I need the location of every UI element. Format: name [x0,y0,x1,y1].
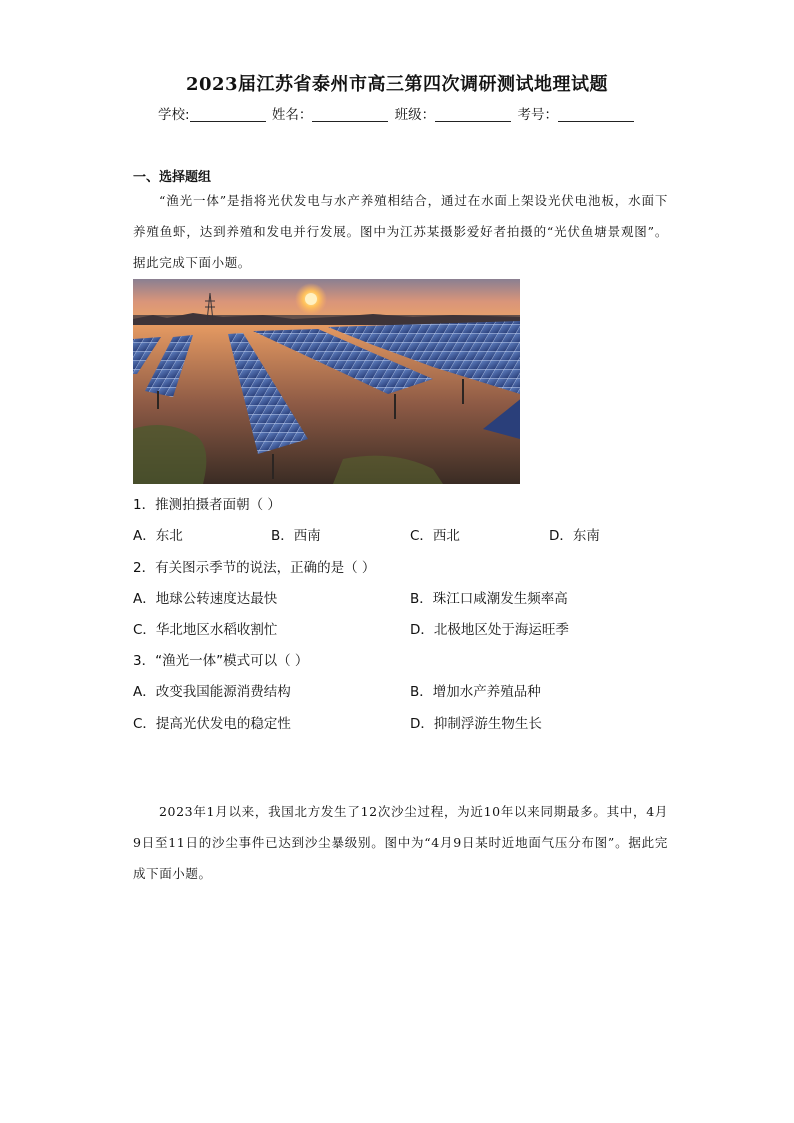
q3-option-a[interactable]: A．改变我国能源消费结构 [133,684,291,700]
q2-option-b[interactable]: B．珠江口咸潮发生频率高 [410,591,568,607]
q1-option-d[interactable]: D．东南 [549,528,600,544]
q3-option-c[interactable]: C．提高光伏发电的稳定性 [133,716,291,732]
solar-fish-pond-photo [133,279,520,484]
q2-option-c[interactable]: C．华北地区水稻收割忙 [133,622,278,638]
school-label: 学校: [158,107,190,123]
solar-pond-illustration [133,279,520,484]
id-label: 考号： [517,107,558,123]
passage-1: “渔光一体”是指将光伏发电与水产养殖相结合，通过在水面上架设光伏电池板，水面下养殖鱼虾，达到养殖和发电并行发展。图中为江苏某摄影爱好者拍摄的“光伏鱼塘景观图”。据此完成下面小题。 [133,193,668,270]
section-heading: 一、选择题组 [133,170,212,185]
id-blank[interactable] [558,107,634,122]
question-2-stem: 2．有关图示季节的说法，正确的是（ ） [133,560,376,576]
name-blank[interactable] [312,107,388,122]
q1-option-a[interactable]: A．东北 [133,528,183,544]
question-1-stem: 1．推测拍摄者面朝（ ） [133,497,281,513]
exam-title: 2023届江苏省泰州市高三第四次调研测试地理试题 [185,74,609,95]
q2-option-a[interactable]: A．地球公转速度达最快 [133,591,278,607]
passage-2: 2023年1月以来，我国北方发生了12次沙尘过程，为近10年以来同期最多。其中，4月9日至11日的沙尘事件已达到沙尘暴级别。图中为“4月9日某时近地面气压分布图”。据此完成下面小题。 [133,804,668,881]
class-label: 班级： [394,107,436,123]
q2-option-d[interactable]: D．北极地区处于海运旺季 [410,622,569,638]
q3-option-b[interactable]: B．增加水产养殖品种 [410,684,541,700]
class-blank[interactable] [435,107,511,122]
q1-option-b[interactable]: B．西南 [271,528,321,544]
name-label: 姓名： [271,107,313,123]
q3-option-d[interactable]: D．抑制浮游生物生长 [410,716,542,732]
school-blank[interactable] [190,107,266,122]
q1-option-c[interactable]: C．西北 [410,528,460,544]
student-info-line [0,103,794,123]
question-3-stem: 3．“渔光一体”模式可以（ ） [133,653,309,669]
